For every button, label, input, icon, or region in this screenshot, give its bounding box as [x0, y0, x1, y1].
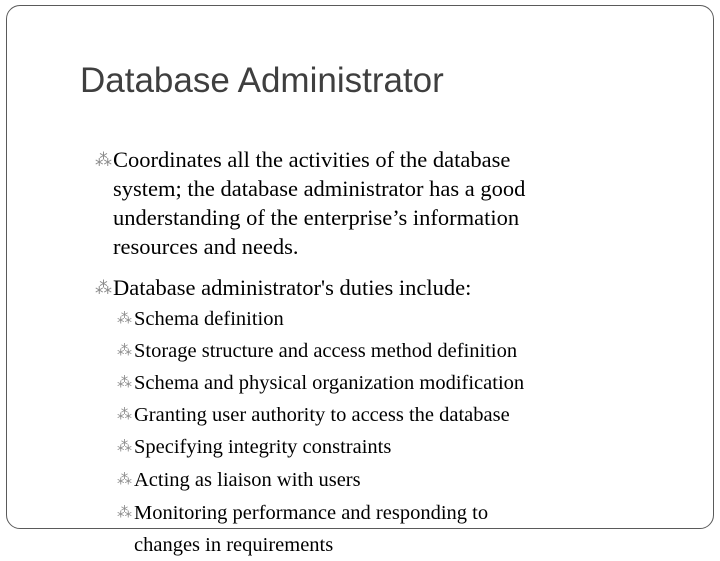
duty-item: [117, 399, 510, 431]
bullet-icon: ⁂: [117, 407, 132, 423]
duty-label: Schema definition: [134, 308, 284, 330]
bullet-point-duties: [95, 273, 472, 302]
duty-label: Acting as liaison with users: [134, 469, 361, 491]
duty-label: Specifying integrity constraints: [134, 436, 392, 458]
bullet-icon: ⁂: [117, 439, 132, 455]
bullet-icon: ⁂: [117, 505, 132, 521]
point-line: Database administrator's duties include:: [113, 275, 472, 300]
duty-label: Storage structure and access method definition: [134, 340, 518, 362]
bullet-icon: ⁂: [117, 311, 132, 327]
point-line: Coordinates all the activities of the database: [113, 147, 511, 172]
bullet-icon: ⁂: [117, 375, 132, 391]
duty-item: [117, 464, 361, 496]
point-line: system; the database administrator has a good: [113, 176, 526, 201]
duty-item: [117, 431, 392, 463]
point-line: understanding of the enterprise’s information: [113, 205, 520, 230]
duty-label: Monitoring performance and responding to: [134, 502, 489, 524]
duty-item: [117, 367, 525, 399]
duty-item: [117, 497, 489, 561]
bullet-icon: ⁂: [117, 472, 132, 488]
duty-item: [117, 335, 518, 367]
bullet-point-coordinates: [95, 145, 526, 261]
duty-item: [117, 303, 284, 335]
duty-label: Schema and physical organization modification: [134, 372, 525, 394]
bullet-icon: ⁂: [95, 278, 112, 297]
bullet-icon: ⁂: [95, 150, 112, 169]
duty-overflow-text: changes in requirements: [134, 534, 334, 556]
duty-label: Granting user authority to access the database: [134, 404, 510, 426]
slide: [6, 5, 714, 556]
point-line: resources and needs.: [113, 234, 299, 259]
slide-title: Database Administrator: [80, 61, 444, 100]
bullet-icon: ⁂: [117, 343, 132, 359]
